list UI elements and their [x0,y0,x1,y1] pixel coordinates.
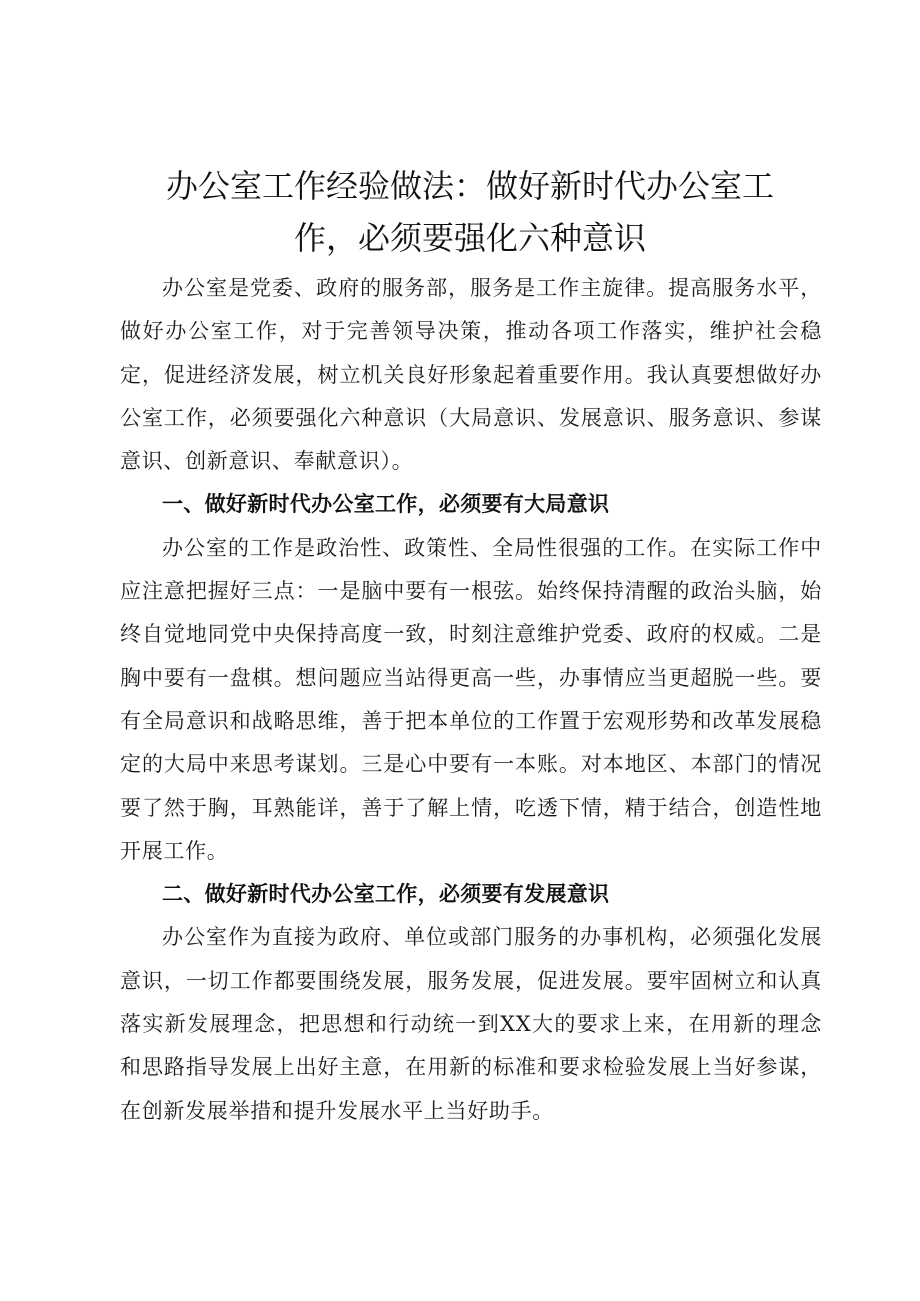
section-paragraph-2: 办公室作为直接为政府、单位或部门服务的办事机构，必须强化发展意识，一切工作都要围绕发展，服务发展，促进发展。要牢固树立和认真落实新发展理念，把思想和行动统一到XX大的要求上来，在用新的理念和思路指导发展上出好主意，在用新的标准和要求检验发展上当好参谋，在创新发展举措和提升发展水平上当好助手。 [120,925,822,1123]
section-heading-2: 二、做好新时代办公室工作，必须要有发展意识 [162,882,610,907]
document-title-line-2: 作，必须要强化六种意识 [293,219,646,257]
document-body [120,267,822,1133]
section-heading-1: 一、做好新时代办公室工作，必须要有大局意识 [162,492,610,517]
document-title [120,160,820,264]
document-title-line-1: 办公室工作经验做法：做好新时代办公室工 [165,167,774,205]
intro-paragraph: 办公室是党委、政府的服务部，服务是工作主旋律。提高服务水平，做好办公室工作，对于完善领导决策，推动各项工作落实，维护社会稳定，促进经济发展，树立机关良好形象起着重要作用。我认真要想做好办公室工作，必须要强化六种意识（大局意识、发展意识、服务意识、参谋意识、创新意识、奉献意识）。 [120,276,822,474]
section-paragraph-1: 办公室的工作是政治性、政策性、全局性很强的工作。在实际工作中应注意把握好三点：一是脑中要有一根弦。始终保持清醒的政治头脑，始终自觉地同党中央保持高度一致，时刻注意维护党委、政府的权威。二是胸中要有一盘棋。想问题应当站得更高一些，办事情应当更超脱一些。要有全局意识和战略思维，善于把本单位的工作置于宏观形势和改革发展稳定的大局中来思考谋划。三是心中要有一本账。对本地区、本部门的情况要了然于胸，耳熟能详，善于了解上情，吃透下情，精于结合，创造性地开展工作。 [120,535,822,863]
